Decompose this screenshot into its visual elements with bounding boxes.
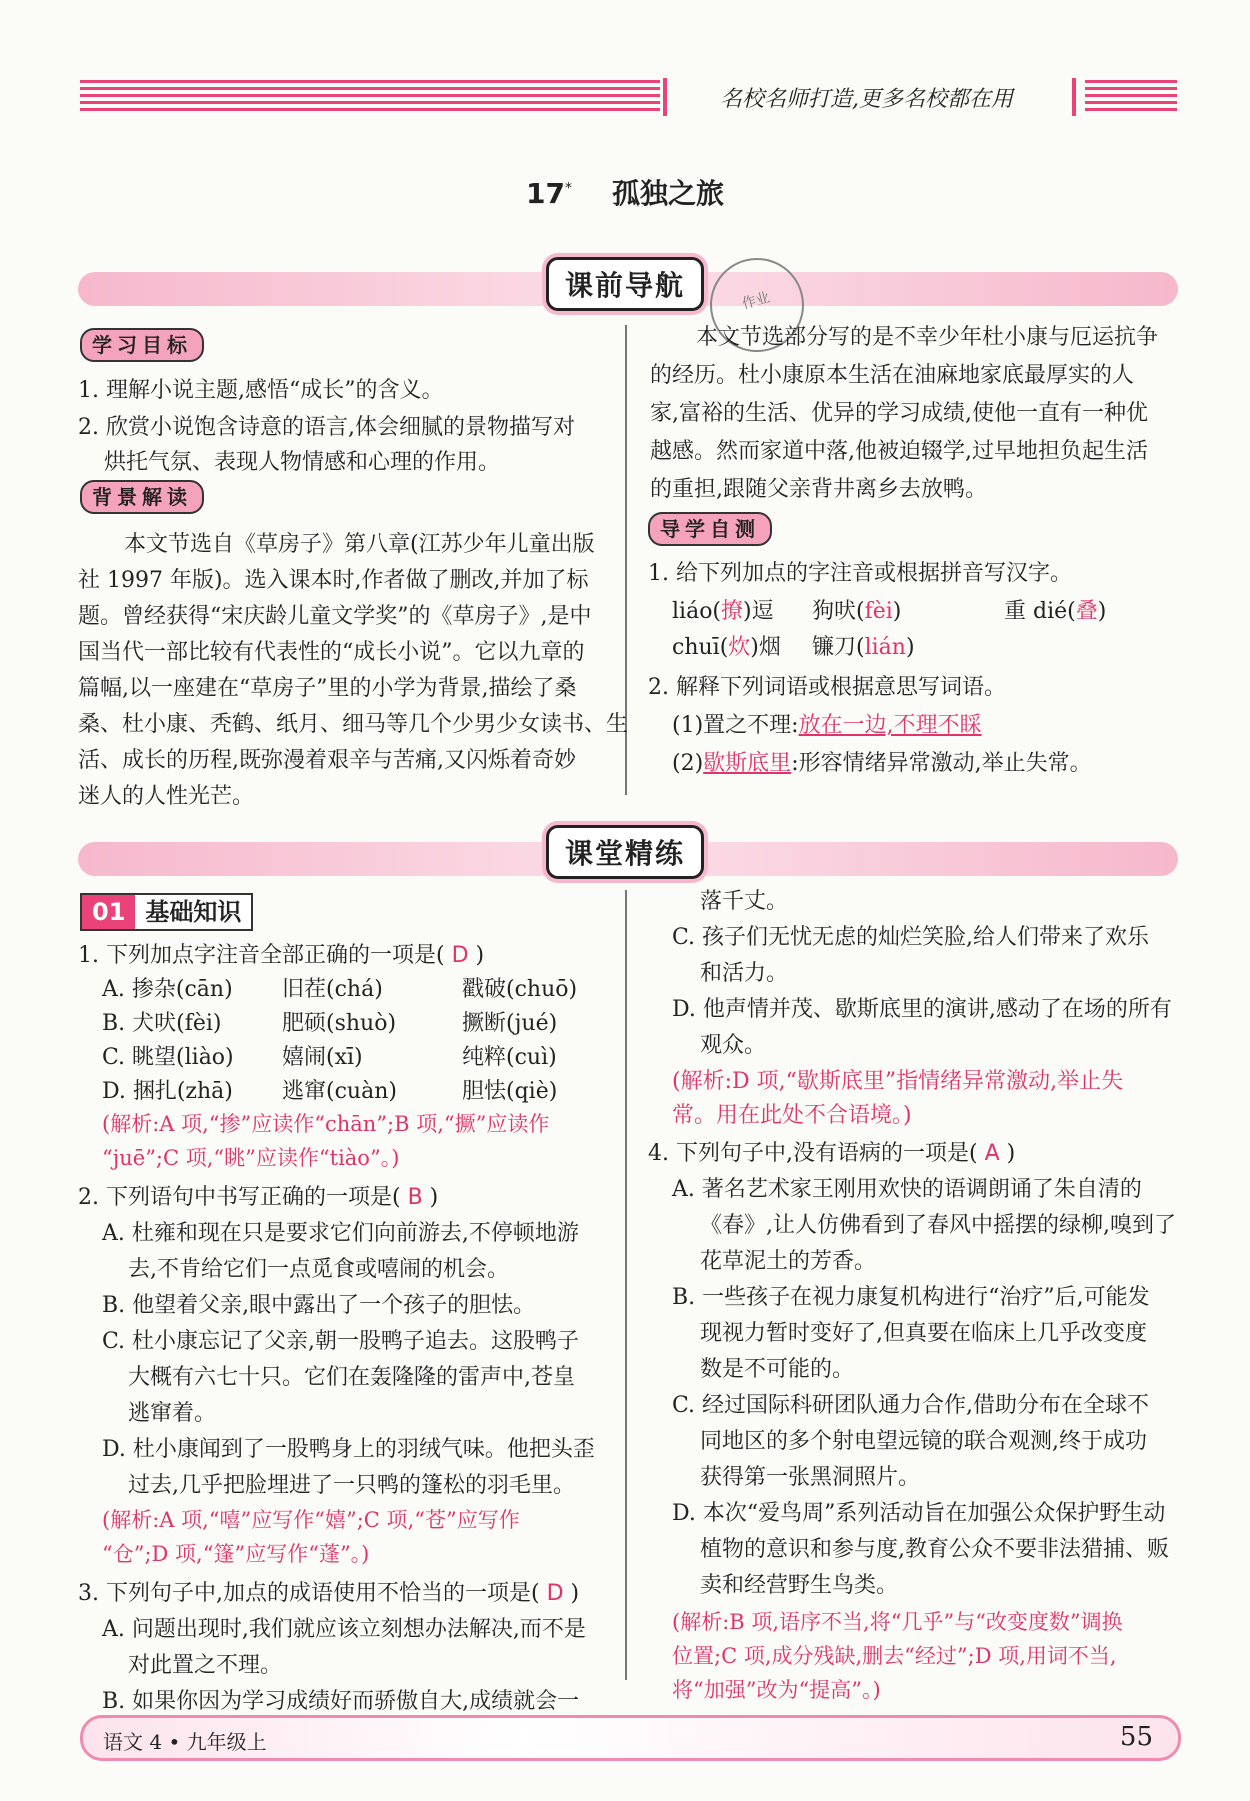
intro-line: 越感。然而家道中落,他被迫辍学,过早地担负起生活 xyxy=(650,439,1148,464)
header-slogan: 名校名师打造,更多名校都在用 xyxy=(720,87,1013,112)
option-row: C. 眺望(liào) 嬉闹(xī) 纯粹(cuì) xyxy=(102,1045,557,1070)
explanation: 常。用在此处不合语境。) xyxy=(672,1103,912,1128)
practice-q2: 2. 下列语句中书写正确的一项是( B ) xyxy=(78,1185,439,1210)
explanation: “仓”;D 项,“篷”应写作“蓬”。) xyxy=(102,1542,370,1566)
explanation: (解析:B 项,语序不当,将“几乎”与“改变度数”调换 xyxy=(672,1610,1123,1634)
lesson-number: 17 xyxy=(526,177,565,210)
q4-line: 同地区的多个射电望远镜的联合观测,终于成功 xyxy=(700,1429,1147,1454)
q4-line: B. 一些孩子在视力康复机构进行“治疗”后,可能发 xyxy=(672,1285,1150,1310)
q3-line: D. 他声情并茂、歇斯底里的演讲,感动了在场的所有 xyxy=(672,997,1172,1022)
q2-line: 过去,几乎把脸埋进了一只鸭的篷松的羽毛里。 xyxy=(128,1473,575,1498)
q4-line: 植物的意识和参与度,教育公众不要非法猎捕、贩 xyxy=(700,1537,1169,1562)
column-divider xyxy=(625,890,627,1680)
tag-self-test: 导学自测 xyxy=(648,512,772,546)
practice-q1: 1. 下列加点字注音全部正确的一项是( D ) xyxy=(78,943,485,968)
q2-line: B. 他望着父亲,眼中露出了一个孩子的胆怯。 xyxy=(102,1293,536,1318)
practice-q4: 4. 下列句子中,没有语病的一项是( A ) xyxy=(648,1141,1016,1166)
header-bar xyxy=(663,78,667,116)
option-row: B. 犬吠(fèi) 肥硕(shuò) 撅断(jué) xyxy=(102,1011,558,1036)
q4-line: A. 著名艺术家王刚用欢快的语调朗诵了朱自清的 xyxy=(672,1177,1142,1202)
q3-line: 落千丈。 xyxy=(700,889,789,914)
q3-line: 和活力。 xyxy=(700,961,789,986)
q2-item-2: (2)歇斯底里:形容情绪异常激动,举止失常。 xyxy=(672,751,1092,776)
intro-line: 的重担,跟随父亲背井离乡去放鸭。 xyxy=(650,477,987,502)
bg-line: 社 1997 年版)。选入课本时,作者做了删改,并加了标 xyxy=(78,568,589,593)
q4-line: 《春》,让人仿佛看到了春风中摇摆的绿柳,嗅到了 xyxy=(700,1213,1176,1238)
explanation: 位置;C 项,成分残缺,删去“经过”;D 项,用词不当, xyxy=(672,1644,1117,1668)
explanation: (解析:A 项,“掺”应读作“chān”;B 项,“撅”应读作 xyxy=(102,1112,550,1136)
q2-line: 逃窜着。 xyxy=(128,1401,217,1426)
q4-line: C. 经过国际科研团队通力合作,借助分布在全球不 xyxy=(672,1393,1150,1418)
footer xyxy=(80,1715,1181,1761)
lesson-title xyxy=(0,172,1250,212)
q3-line: B. 如果你因为学习成绩好而骄傲自大,成绩就会一 xyxy=(102,1689,580,1714)
question-2: 2. 解释下列词语或根据意思写词语。 xyxy=(648,675,1006,700)
q3-line: 对此置之不理。 xyxy=(128,1653,283,1678)
explanation: 将“加强”改为“提高”。) xyxy=(672,1678,881,1702)
question-1: 1. 给下列加点的字注音或根据拼音写汉字。 xyxy=(648,561,1072,586)
q4-line: D. 本次“爱鸟周”系列活动旨在加强公众保护野生动 xyxy=(672,1501,1166,1526)
q3-line: A. 问题出现时,我们就应该立刻想办法解决,而不是 xyxy=(102,1617,586,1642)
goal-2: 2. 欣赏小说饱含诗意的语言,体会细腻的景物描写对 xyxy=(78,415,575,440)
section-heading-basic: 01 基础知识 xyxy=(80,893,253,931)
pinyin-item: chuī(炊)烟 xyxy=(672,635,781,660)
explanation: “juē”;C 项,“眺”应读作“tiào”。) xyxy=(102,1146,400,1170)
option-row: D. 捆扎(zhā) 逃窜(cuàn) 胆怯(qiè) xyxy=(102,1079,558,1104)
header-stripe-left xyxy=(80,80,660,114)
intro-line: 的经历。杜小康原本生活在油麻地家底最厚实的人 xyxy=(650,363,1135,388)
q4-line: 获得第一张黑洞照片。 xyxy=(700,1465,921,1490)
pinyin-item: liáo(撩)逗 xyxy=(672,599,774,624)
pinyin-item: 狗吠(fèi) xyxy=(812,599,902,624)
q4-line: 现视力暂时变好了,但真要在临床上几乎改变度 xyxy=(700,1321,1147,1346)
goal-1: 1. 理解小说主题,感悟“成长”的含义。 xyxy=(78,378,444,403)
section-title-practice: 课堂精练 xyxy=(546,825,704,879)
option-row: A. 掺杂(cān) 旧茬(chá) 戳破(chuō) xyxy=(102,977,578,1002)
q2-item-1: (1)置之不理:放在一边,不理不睬 xyxy=(672,713,982,738)
header-stripe-right xyxy=(1085,80,1177,114)
goal-2-cont: 烘托气氛、表现人物情感和心理的作用。 xyxy=(104,450,501,475)
q2-line: 去,不肯给它们一点觅食或嘻闹的机会。 xyxy=(128,1257,509,1282)
q3-line: C. 孩子们无忧无虑的灿烂笑脸,给人们带来了欢乐 xyxy=(672,925,1150,950)
pinyin-item: 镰刀(lián) xyxy=(812,635,915,660)
intro-line: 家,富裕的生活、优异的学习成绩,使他一直有一种优 xyxy=(650,401,1148,426)
q2-line: 大概有六七十只。它们在轰隆隆的雷声中,苍皇 xyxy=(128,1365,575,1390)
bg-line: 迷人的人性光芒。 xyxy=(78,784,255,809)
tag-background: 背景解读 xyxy=(80,480,204,514)
q4-line: 数是不可能的。 xyxy=(700,1357,855,1382)
footer-label: 语文 4 • 九年级上 xyxy=(103,1730,267,1754)
q3-line: 观众。 xyxy=(700,1033,767,1058)
q2-line: C. 杜小康忘记了父亲,朝一股鸭子追去。这股鸭子 xyxy=(102,1329,580,1354)
bg-line: 活、成长的历程,既弥漫着艰辛与苦痛,又闪烁着奇妙 xyxy=(78,748,576,773)
tag-learning-goals: 学习目标 xyxy=(80,328,204,362)
header-bar xyxy=(1072,78,1076,116)
page-number: 55 xyxy=(1119,1722,1153,1752)
bg-line: 桑、杜小康、秃鹤、纸月、细马等几个少男少女读书、生 xyxy=(78,712,629,737)
q4-line: 卖和经营野生鸟类。 xyxy=(700,1573,899,1598)
lesson-mark: * xyxy=(564,180,572,197)
intro-line: 本文节选部分写的是不幸少年杜小康与厄运抗争 xyxy=(696,325,1159,350)
q2-line: D. 杜小康闻到了一股鸭身上的羽绒气味。他把头歪 xyxy=(102,1437,595,1462)
pinyin-item: 重 dié(叠) xyxy=(1004,599,1107,624)
explanation: (解析:A 项,“嘻”应写作“嬉”;C 项,“苍”应写作 xyxy=(102,1508,520,1532)
bg-line: 题。曾经获得“宋庆龄儿童文学奖”的《草房子》,是中 xyxy=(78,604,592,629)
q4-line: 花草泥土的芳香。 xyxy=(700,1249,877,1274)
q2-line: A. 杜雍和现在只是要求它们向前游去,不停顿地游 xyxy=(102,1221,579,1246)
section-title-preview: 课前导航 xyxy=(546,257,704,311)
practice-q3: 3. 下列句子中,加点的成语使用不恰当的一项是( D ) xyxy=(78,1581,580,1606)
lesson-name: 孤独之旅 xyxy=(611,177,724,210)
explanation: (解析:D 项,“歇斯底里”指情绪异常激动,举止失 xyxy=(672,1069,1124,1094)
stamp-seal: 作业 xyxy=(699,247,814,362)
bg-line: 国当代一部比较有代表性的“成长小说”。它以九章的 xyxy=(78,640,585,665)
bg-line: 篇幅,以一座建在“草房子”里的小学为背景,描绘了桑 xyxy=(78,676,577,701)
bg-line: 本文节选自《草房子》第八章(江苏少年儿童出版 xyxy=(124,532,595,557)
